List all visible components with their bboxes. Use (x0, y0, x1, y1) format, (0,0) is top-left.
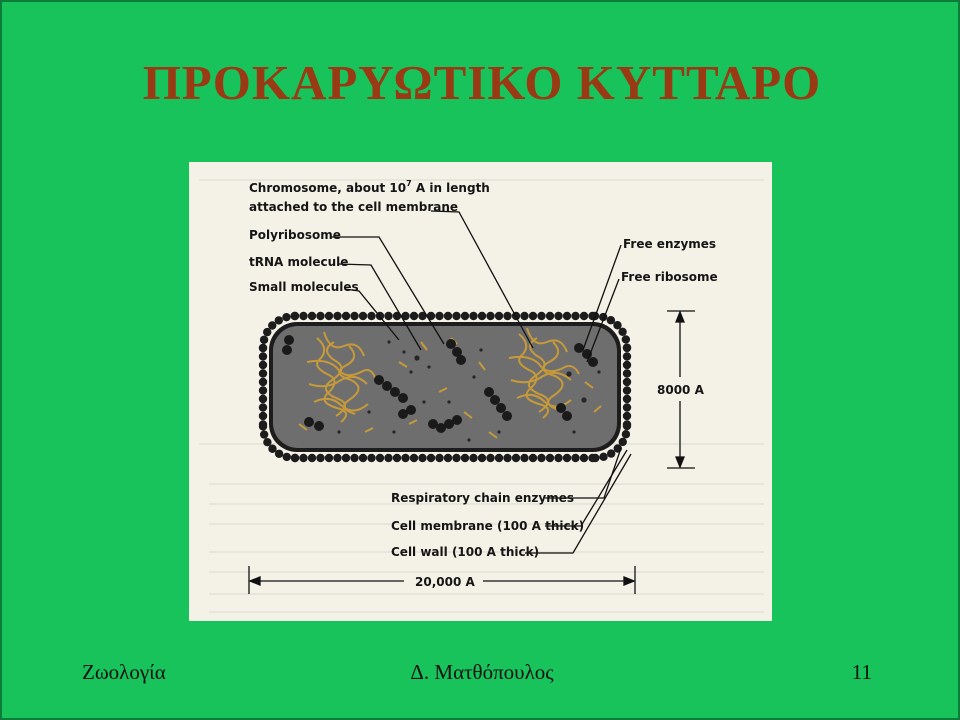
cell-wall-bead (563, 454, 571, 462)
cell-wall-bead (384, 312, 392, 320)
cell-wall-bead (268, 321, 276, 329)
cell-wall-bead (607, 316, 615, 324)
cell-wall-bead (623, 352, 631, 360)
cell-wall-bead (259, 412, 267, 420)
cell-wall-bead (622, 430, 630, 438)
cell-wall-bead (259, 422, 267, 430)
cell-wall-bead (367, 454, 375, 462)
cell-wall-bead (495, 312, 503, 320)
cell-wall-bead (486, 312, 494, 320)
label-polyribosome: Polyribosome (249, 228, 341, 242)
cell-wall-bead (299, 454, 307, 462)
cell-wall-bead (444, 454, 452, 462)
cell-wall-bead (376, 454, 384, 462)
cell-wall-bead (359, 312, 367, 320)
cell-wall-bead (619, 438, 627, 446)
cell-wall-bead (529, 454, 537, 462)
cell-wall-bead (618, 328, 626, 336)
cell-wall-bead (259, 344, 267, 352)
cell-wall-bead (435, 454, 443, 462)
cell-wall-bead (325, 454, 333, 462)
cell-wall-bead (469, 312, 477, 320)
label-free-enzymes: Free enzymes (623, 237, 717, 251)
cell-wall-bead (623, 361, 631, 369)
prokaryotic-cell-figure (189, 162, 772, 621)
cell-wall-bead (316, 454, 324, 462)
cell-wall-bead (259, 395, 267, 403)
cell-wall-bead (452, 454, 460, 462)
cell-wall-bead (308, 454, 316, 462)
cell-wall-bead (268, 445, 276, 453)
cell-wall-bead (263, 328, 271, 336)
cell-wall-bead (622, 335, 630, 343)
cell-wall-bead (623, 422, 631, 430)
cell-wall-bead (333, 312, 341, 320)
cell-wall-bead (478, 454, 486, 462)
cell-wall-bead (571, 312, 579, 320)
cell-wall-bead (401, 454, 409, 462)
label-free-ribosome: Free ribosome (621, 270, 718, 284)
cell-wall-bead (591, 454, 599, 462)
footer-page-number: 11 (851, 660, 872, 684)
label-trna: tRNA molecule (249, 255, 349, 269)
cell-wall-bead (259, 378, 267, 386)
cell-wall-bead (529, 312, 537, 320)
cell-wall-bead (512, 454, 520, 462)
cell-wall-bead (350, 312, 358, 320)
label-small-molecules: Small molecules (249, 280, 359, 294)
label-cell-membrane: Cell membrane (100 A thick) (391, 519, 585, 533)
cell-wall-bead (461, 312, 469, 320)
cell-wall-bead (435, 312, 443, 320)
cell-wall-bead (486, 454, 494, 462)
cell-wall-bead (623, 403, 631, 411)
label-chromosome-line2: attached to the cell membrane (249, 200, 459, 214)
cell-wall-bead (259, 352, 267, 360)
cell-wall-bead (342, 312, 350, 320)
label-width: 20,000 A (415, 575, 475, 589)
cell-wall-bead (623, 395, 631, 403)
cell-wall-bead (520, 454, 528, 462)
cell-wall-bead (623, 343, 631, 351)
cell-wall-bead (283, 453, 291, 461)
cell-wall-bead (613, 321, 621, 329)
cell-wall-bead (580, 312, 588, 320)
cell-wall-bead (259, 361, 267, 369)
cell-wall-bead (546, 454, 554, 462)
cell-wall-bead (623, 412, 631, 420)
footer-course: Ζωολογία (82, 660, 166, 684)
cell-wall-bead (599, 453, 607, 461)
label-respiratory: Respiratory chain enzymes (391, 491, 574, 505)
slide-title: ΠΡΟΚΑΡΥΩΤΙΚΟ ΚΥΤΤΑΡΟ (142, 55, 822, 110)
cell-wall-bead (275, 450, 283, 458)
cell-wall-bead (308, 312, 316, 320)
cell-wall-bead (260, 430, 268, 438)
cell-wall-bead (571, 454, 579, 462)
label-height: 8000 A (657, 383, 704, 397)
cell-wall-bead (350, 454, 358, 462)
cell-wall-bead (427, 454, 435, 462)
cell-wall-bead (469, 454, 477, 462)
cell-wall-bead (384, 454, 392, 462)
cell-wall-bead (316, 312, 324, 320)
footer-author: Δ. Ματθόπουλος (410, 660, 554, 684)
cell-wall-bead (333, 454, 341, 462)
cell-wall-bead (259, 403, 267, 411)
cell-wall-bead (367, 312, 375, 320)
cell-wall-bead (260, 336, 268, 344)
cell-wall-bead (259, 369, 267, 377)
cell-wall-bead (291, 454, 299, 462)
cell-wall-bead (537, 454, 545, 462)
cell-wall-bead (461, 454, 469, 462)
cell-wall-bead (495, 454, 503, 462)
cell-wall-bead (263, 438, 271, 446)
cell-wall-bead (478, 312, 486, 320)
cell-wall-bead (452, 312, 460, 320)
cell-wall-bead (410, 454, 418, 462)
cell-wall-bead (393, 454, 401, 462)
cell-wall-bead (607, 449, 615, 457)
cell-wall-bead (325, 312, 333, 320)
cell-wall-bead (503, 312, 511, 320)
cell-wall-bead (444, 312, 452, 320)
label-chromosome: Chromosome, about $10^7$ A in length (249, 179, 490, 195)
cell-wall-bead (359, 454, 367, 462)
cell-wall-bead (623, 369, 631, 377)
cell-wall-bead (623, 386, 631, 394)
cell-wall-bead (537, 312, 545, 320)
cell-wall-bead (623, 378, 631, 386)
label-cell-wall: Cell wall (100 A thick) (391, 545, 540, 559)
cell-wall-bead (282, 313, 290, 321)
cell-wall-bead (580, 454, 588, 462)
cell-wall-bead (503, 454, 511, 462)
cell-wall-bead (563, 312, 571, 320)
cell-wall-bead (259, 386, 267, 394)
cell-wall-bead (275, 316, 283, 324)
cell-wall-bead (342, 454, 350, 462)
cell-wall-bead (554, 454, 562, 462)
cell-wall-bead (299, 312, 307, 320)
cell-diagram (189, 162, 772, 621)
cell-wall-bead (418, 454, 426, 462)
cell-wall-bead (554, 312, 562, 320)
cell-wall-bead (410, 312, 418, 320)
cell-wall-bead (520, 312, 528, 320)
cell-wall-bead (546, 312, 554, 320)
cell-wall-bead (290, 312, 298, 320)
